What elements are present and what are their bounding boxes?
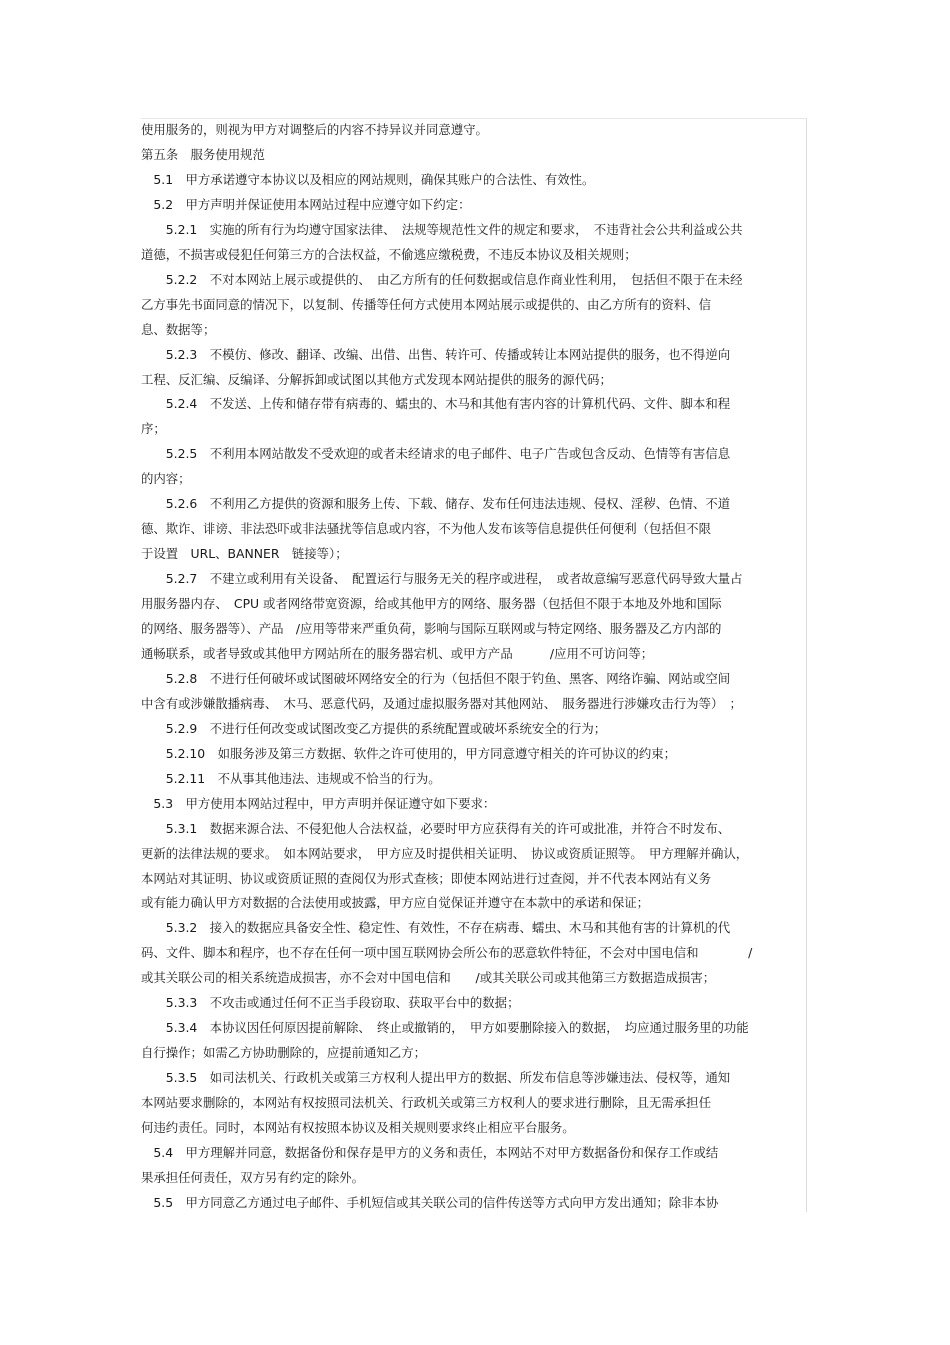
document-line: 更新的法律法规的要求。 如本网站要求， 甲方应及时提供相关证明、 协议或资质证照等。 甲方理解并确认， xyxy=(141,845,749,861)
document-line: 5.2 甲方声明并保证使用本网站过程中应遵守如下约定： xyxy=(141,196,471,212)
document-line: 自行操作；如需乙方协助删除的，应提前通知乙方； xyxy=(141,1045,426,1061)
document-line: 码、文件、脚本和程序，也不存在任何一项中国互联网协会所公布的恶意软件特征，不会对中国电信和 / xyxy=(141,945,753,961)
document-line: 5.2.7 不建立或利用有关设备、 配置运行与服务无关的程序或进程， 或者故意编写恶意代码导致大量占 xyxy=(141,571,743,587)
document-line: 5.2.2 不对本网站上展示或提供的、 由乙方所有的任何数据或信息作商业性利用， 包括但不限于在未经 xyxy=(141,271,743,287)
document-line: 的内容； xyxy=(141,471,191,487)
document-line: 本网站要求删除的，本网站有权按照司法机关、行政机关或第三方权利人的要求进行删除，且无需承担任 xyxy=(141,1095,711,1110)
document-line: 用服务器内存、 CPU 或者网络带宽资源，给或其他甲方的网络、服务器（包括但不限于本地及外地和国际 xyxy=(141,596,722,611)
document-line: 5.3.3 不攻击或通过任何不正当手段窃取、获取平台中的数据； xyxy=(141,995,520,1011)
document-line: 于设置 URL、BANNER 链接等）； xyxy=(141,546,348,562)
document-line: 5.2.5 不利用本网站散发不受欢迎的或者未经请求的电子邮件、电子广告或包含反动、色情等有害信息 xyxy=(141,446,731,462)
document-line: 5.3.2 接入的数据应具备安全性、稳定性、有效性，不存在病毒、蠕虫、木马和其他有害的计算机的代 xyxy=(141,920,731,936)
document-line: 5.3.5 如司法机关、行政机关或第三方权利人提出甲方的数据、所发布信息等涉嫌违法、侵权等，通知 xyxy=(141,1070,731,1086)
document-line: 德、欺诈、诽谤、非法恐吓或非法骚扰等信息或内容，不为他人发布该等信息提供任何便利（包括但不限 xyxy=(141,521,711,537)
document-line: 5.2.9 不进行任何改变或试图改变乙方提供的系统配置或破坏系统安全的行为； xyxy=(141,720,607,736)
document-line: 本网站对其证明、协议或资质证照的查阅仅为形式查核；即使本网站进行过查阅，并不代表本网站有义务 xyxy=(141,870,711,886)
document-line: 的网络、服务器等）、产品 /应用等带来严重负荷，影响与国际互联网或与特定网络、服务器及乙方内部的 xyxy=(141,621,722,636)
document-line: 或其关联公司的相关系统造成损害，亦不会对中国电信和 /或其关联公司或其他第三方数据造成损害； xyxy=(141,970,716,986)
document-line: 5.2.4 不发送、上传和储存带有病毒的、蠕虫的、木马和其他有害内容的计算机代码、文件、脚本和程 xyxy=(141,396,731,412)
document-line: 5.2.8 不进行任何破坏或试图破坏网络安全的行为（包括但不限于钓鱼、黑客、网络诈骗、网站或空间 xyxy=(141,670,731,686)
document-line: 5.2.3 不模仿、修改、翻译、改编、出借、出售、转许可、传播或转让本网站提供的服务，也不得逆向 xyxy=(141,346,731,362)
document-line: 5.3 甲方使用本网站过程中，甲方声明并保证遵守如下要求： xyxy=(141,795,496,811)
document-line: 5.5 甲方同意乙方通过电子邮件、手机短信或其关联公司的信件传送等方式向甲方发出通知；除非本协 xyxy=(141,1194,719,1210)
document-line: 5.1 甲方承诺遵守本协议以及相应的网站规则，确保其账户的合法性、有效性。 xyxy=(141,171,595,187)
document-line: 道德，不损害或侵犯任何第三方的合法权益，不偷逃应缴税费，不违反本协议及相关规则； xyxy=(141,246,637,262)
document-line: 何违约责任。同时，本网站有权按照本协议及相关规则要求终止相应平台服务。 xyxy=(141,1120,575,1135)
document-line: 果承担任何责任，双方另有约定的除外。 xyxy=(141,1169,365,1185)
document-line: 工程、反汇编、反编译、分解拆卸或试图以其他方式发现本网站提供的服务的源代码； xyxy=(141,371,612,387)
document-line: 5.2.11 不从事其他违法、违规或不恰当的行为。 xyxy=(141,770,441,786)
document-line: 5.2.6 不利用乙方提供的资源和服务上传、下载、储存、发布任何违法违规、侵权、淫秽、色情、不道 xyxy=(141,496,731,512)
document-line: 使用服务的，则视为甲方对调整后的内容不持异议并同意遵守。 xyxy=(141,122,488,137)
document-line: 5.2.10 如服务涉及第三方数据、软件之许可使用的，甲方同意遵守相关的许可协议的约束； xyxy=(141,745,677,761)
document-line: 5.3.1 数据来源合法、不侵犯他人合法权益，必要时甲方应获得有关的许可或批准，并符合不时发布、 xyxy=(141,820,731,836)
document-line: 5.2.1 实施的所有行为均遵守国家法律、 法规等规范性文件的规定和要求， 不违背社会公共利益或公共 xyxy=(141,221,743,237)
document-line: 乙方事先书面同意的情况下，以复制、传播等任何方式使用本网站展示或提供的、由乙方所有的资料、信 xyxy=(141,296,711,312)
document-line: 序； xyxy=(141,421,166,437)
document-line: 或有能力确认甲方对数据的合法使用或披露，甲方应自觉保证并遵守在本款中的承诺和保证； xyxy=(141,895,650,911)
document-line: 第五条 服务使用规范 xyxy=(141,146,265,162)
document-line: 中含有或涉嫌散播病毒、 木马、恶意代码，及通过虚拟服务器对其他网站、 服务器进行涉嫌攻击行为等） ； xyxy=(141,695,742,711)
document-line: 通畅联系，或者导致或其他甲方网站所在的服务器宕机、或甲方产品 /应用不可访问等； xyxy=(141,645,654,661)
document-line: 5.3.4 本协议因任何原因提前解除、 终止或撤销的， 甲方如要删除接入的数据， 均应通过服务里的功能 xyxy=(141,1020,749,1036)
document-line: 5.4 甲方理解并同意，数据备份和保存是甲方的义务和责任，本网站不对甲方数据备份和保存工作或结 xyxy=(141,1144,719,1160)
document-line: 息、数据等； xyxy=(141,321,216,337)
